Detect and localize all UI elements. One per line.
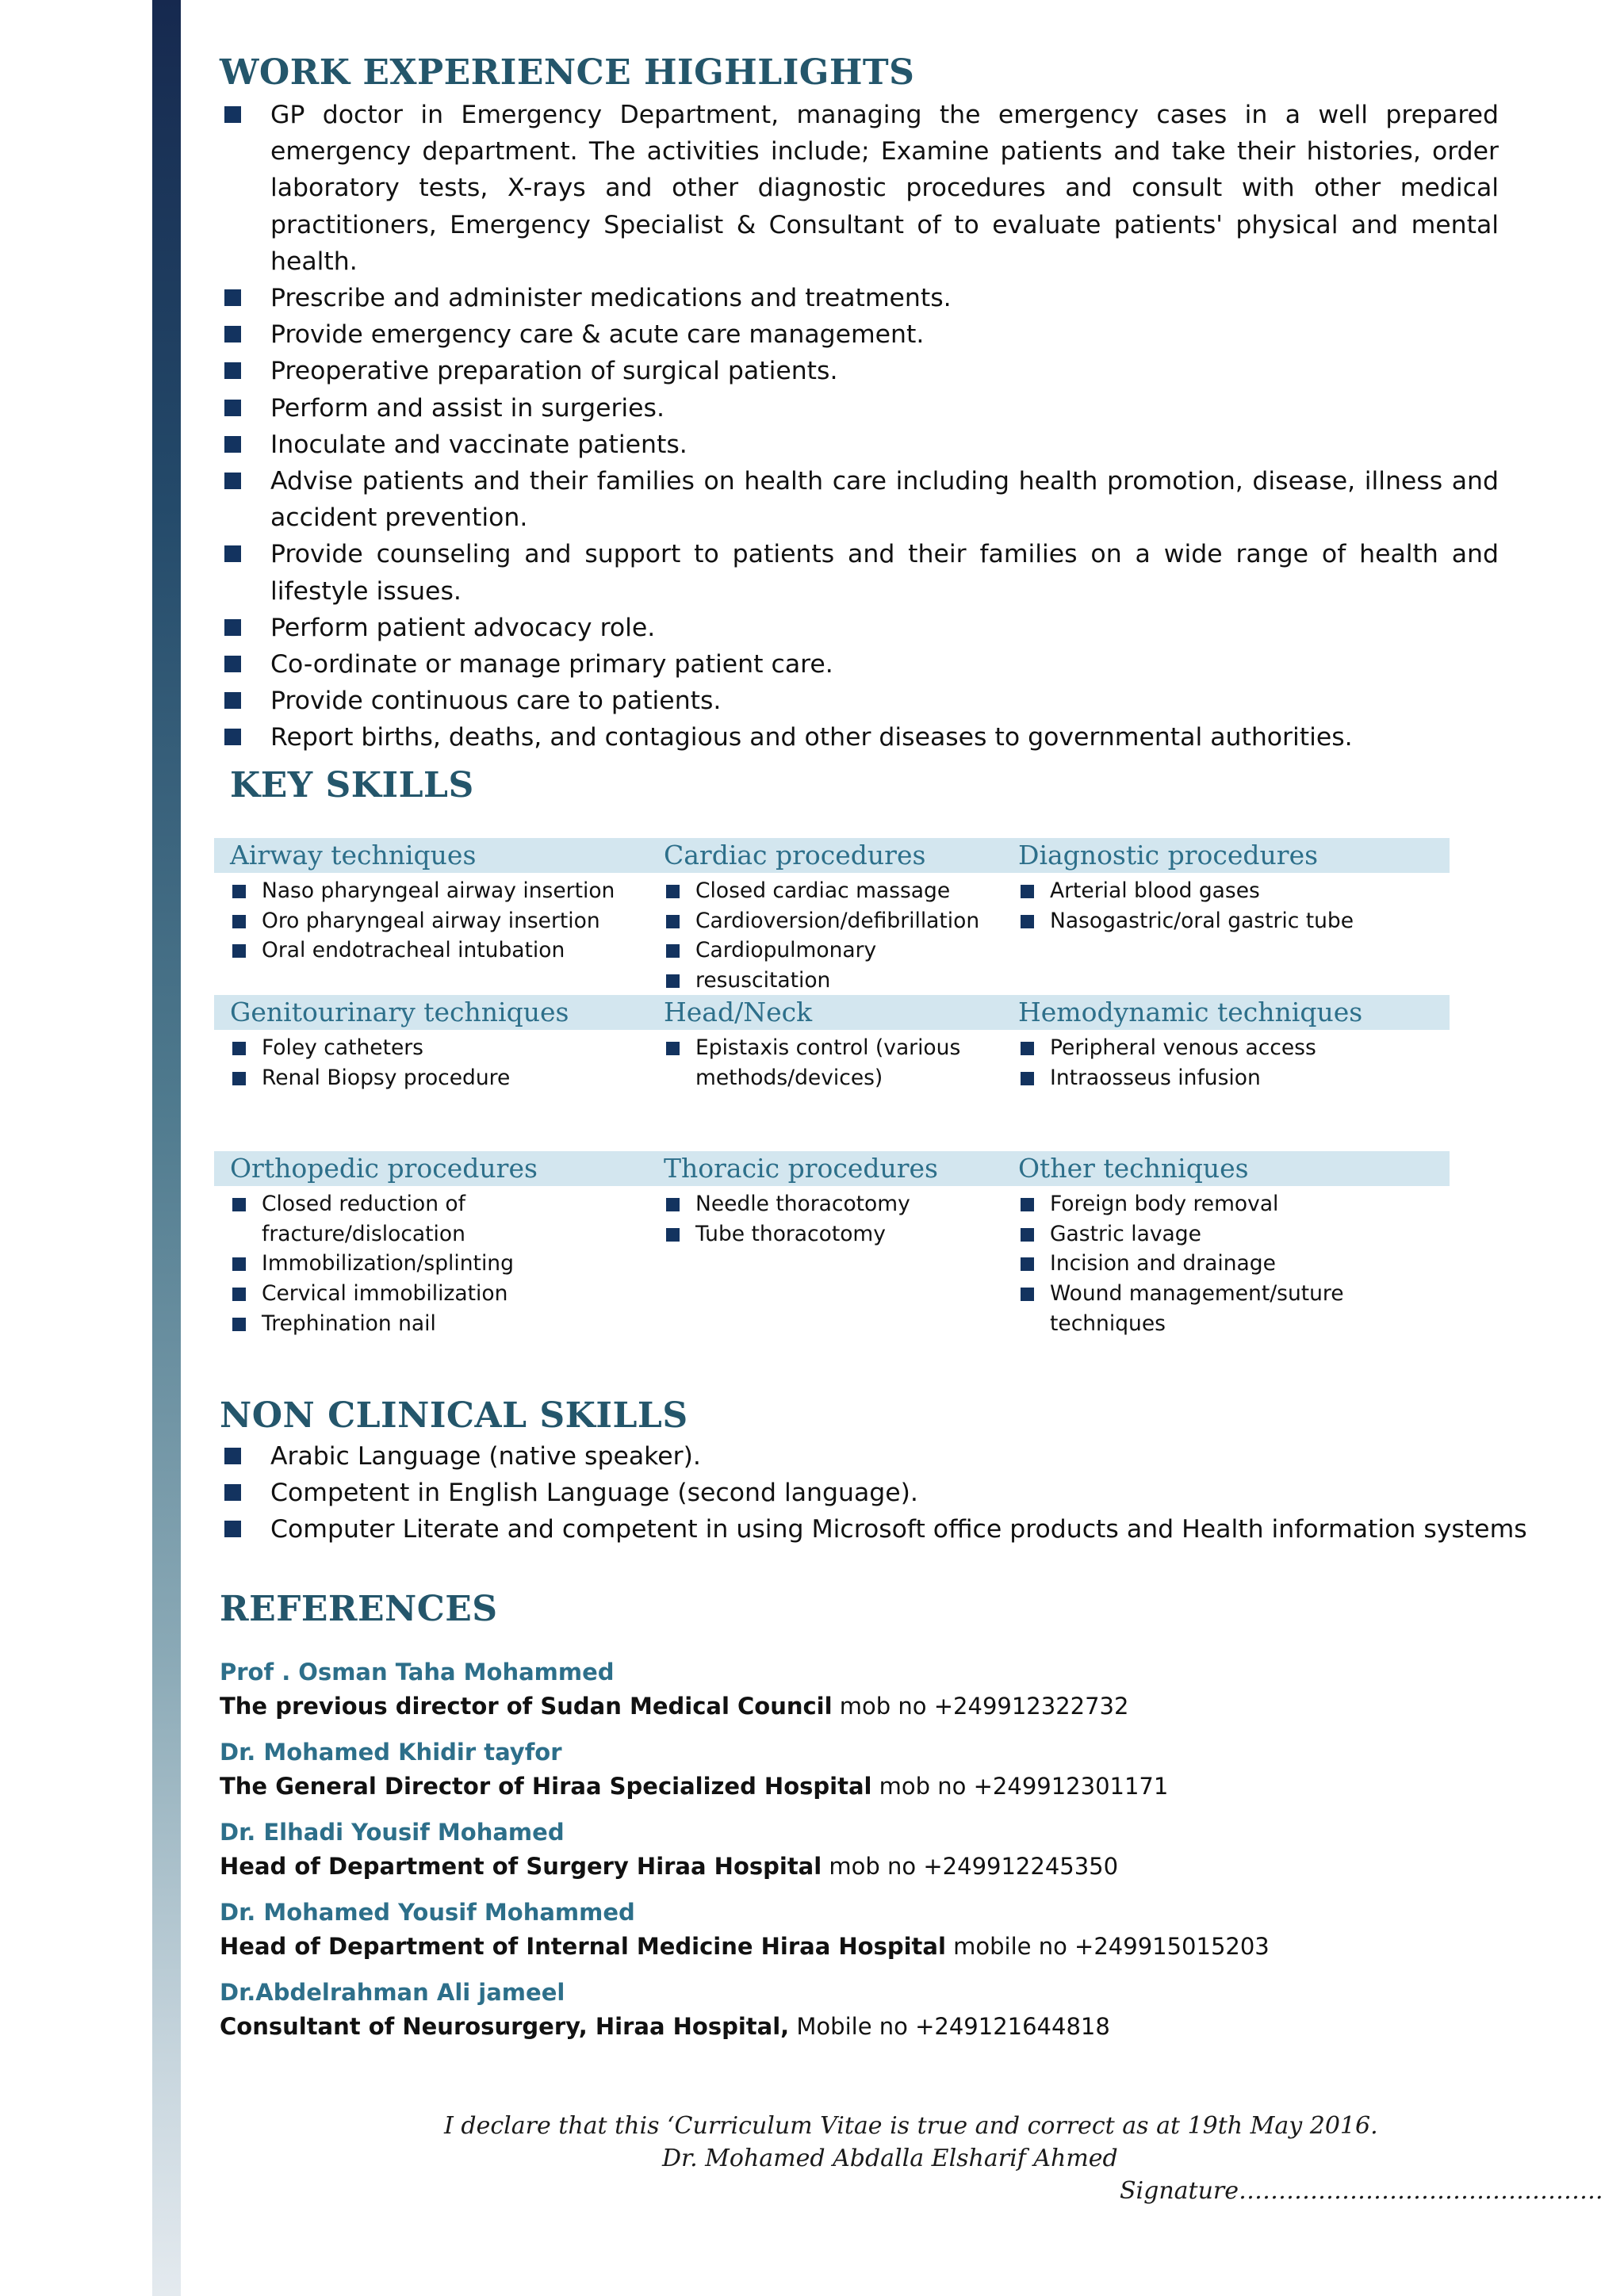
square-bullet-icon	[1021, 1198, 1034, 1211]
square-bullet-icon	[232, 1318, 246, 1331]
list-item: Renal Biopsy procedure	[214, 1063, 642, 1093]
category-hemodynamic: Hemodynamic techniques	[1018, 997, 1363, 1027]
reference-name: Dr.Abdelrahman Ali jameel	[220, 1979, 565, 2006]
square-bullet-icon	[232, 1257, 246, 1271]
reference-name: Prof . Osman Taha Mohammed	[220, 1659, 615, 1686]
reference-detail: The General Director of Hiraa Specialized Hospital mob no +249912301171	[220, 1773, 1169, 1800]
square-bullet-icon	[224, 1521, 241, 1537]
square-bullet-icon	[666, 885, 680, 898]
square-bullet-icon	[666, 974, 680, 988]
reference-detail: Head of Department of Internal Medicine Hiraa Hospital mobile no +249915015203	[220, 1933, 1270, 1960]
other-list	[1002, 1189, 1431, 1339]
list-item: Intraosseus infusion	[1002, 1063, 1431, 1093]
non-clinical-list	[222, 1438, 1570, 1548]
list-item: Arterial blood gases	[1002, 876, 1431, 906]
list-item: Cervical immobilization	[214, 1279, 642, 1309]
square-bullet-icon	[224, 400, 241, 416]
list-item: Provide continuous care to patients.	[222, 683, 1499, 719]
category-head-neck: Head/Neck	[664, 997, 813, 1027]
declarant-name: Dr. Mohamed Abdalla Elsharif Ahmed	[662, 2145, 1118, 2172]
square-bullet-icon	[224, 436, 241, 453]
non-clinical-title: NON CLINICAL SKILLS	[220, 1395, 688, 1436]
work-experience-list	[222, 97, 1499, 756]
square-bullet-icon	[1021, 885, 1034, 898]
list-item: Tube thoracotomy	[648, 1219, 997, 1249]
list-item: Foreign body removal	[1002, 1189, 1431, 1219]
list-item: Arabic Language (native speaker).	[222, 1438, 1570, 1475]
list-item: Epistaxis control (various	[648, 1033, 997, 1063]
square-bullet-icon	[232, 1072, 246, 1085]
square-bullet-icon	[232, 1198, 246, 1211]
list-item: Perform patient advocacy role.	[222, 610, 1499, 646]
list-item: Perform and assist in surgeries.	[222, 390, 1499, 427]
list-item: Peripheral venous access	[1002, 1033, 1431, 1063]
square-bullet-icon	[666, 915, 680, 928]
list-item: Trephination nail	[214, 1309, 642, 1339]
thoracic-list	[648, 1189, 997, 1249]
square-bullet-icon	[1021, 1228, 1034, 1242]
list-item: Co-ordinate or manage primary patient care.	[222, 646, 1499, 683]
square-bullet-icon	[666, 1228, 680, 1242]
square-bullet-icon	[666, 1198, 680, 1211]
reference-detail: The previous director of Sudan Medical Council mob no +249912322732	[220, 1693, 1129, 1720]
list-item: Preoperative preparation of surgical patients.	[222, 353, 1499, 389]
square-bullet-icon	[224, 326, 241, 342]
list-item: Advise patients and their families on health care including health promotion, disease, illness and accident prevention.	[222, 463, 1499, 536]
list-item: Computer Literate and competent in using Microsoft office products and Health information systems	[222, 1511, 1570, 1548]
list-item: Cardioversion/defibrillation	[648, 906, 997, 936]
list-item: Needle thoracotomy	[648, 1189, 997, 1219]
list-item: Wound management/suture	[1002, 1279, 1431, 1309]
square-bullet-icon	[224, 362, 241, 379]
list-item: Oro pharyngeal airway insertion	[214, 906, 642, 936]
list-item: Incision and drainage	[1002, 1249, 1431, 1279]
airway-list	[214, 876, 642, 966]
category-diagnostic: Diagnostic procedures	[1018, 840, 1319, 871]
list-item: Oral endotracheal intubation	[214, 936, 642, 966]
references-title: REFERENCES	[220, 1589, 498, 1629]
category-cardiac: Cardiac procedures	[664, 840, 926, 871]
square-bullet-icon	[1021, 1042, 1034, 1055]
square-bullet-icon	[224, 289, 241, 306]
signature-line: Signature……………………………………….	[1120, 2177, 1603, 2205]
list-item: Inoculate and vaccinate patients.	[222, 427, 1499, 463]
square-bullet-icon	[232, 1042, 246, 1055]
reference-name: Dr. Mohamed Khidir tayfor	[220, 1739, 562, 1766]
square-bullet-icon	[224, 473, 241, 489]
genitourinary-list	[214, 1033, 642, 1093]
square-bullet-icon	[224, 619, 241, 636]
list-item: Cardiopulmonary	[648, 936, 997, 966]
category-airway: Airway techniques	[230, 840, 477, 871]
square-bullet-icon	[1021, 1288, 1034, 1301]
list-item: Naso pharyngeal airway insertion	[214, 876, 642, 906]
square-bullet-icon	[666, 1042, 680, 1055]
list-item: Closed reduction of	[214, 1189, 642, 1219]
work-experience-title: WORK EXPERIENCE HIGHLIGHTS	[220, 52, 915, 93]
square-bullet-icon	[224, 106, 241, 123]
square-bullet-icon	[224, 1484, 241, 1501]
square-bullet-icon	[1021, 1257, 1034, 1271]
list-item: resuscitation	[648, 966, 997, 996]
square-bullet-icon	[224, 692, 241, 709]
category-genitourinary: Genitourinary techniques	[230, 997, 569, 1027]
list-item: Nasogastric/oral gastric tube	[1002, 906, 1431, 936]
hemodynamic-list	[1002, 1033, 1431, 1093]
square-bullet-icon	[666, 944, 680, 958]
list-item: Prescribe and administer medications and treatments.	[222, 280, 1499, 316]
list-item: Competent in English Language (second language).	[222, 1475, 1570, 1511]
reference-name: Dr. Elhadi Yousif Mohamed	[220, 1819, 565, 1846]
list-item: Closed cardiac massage	[648, 876, 997, 906]
list-item: Provide emergency care & acute care management.	[222, 316, 1499, 353]
list-item-continuation: fracture/dislocation	[262, 1221, 465, 1246]
square-bullet-icon	[1021, 915, 1034, 928]
diagnostic-list	[1002, 876, 1431, 936]
square-bullet-icon	[224, 656, 241, 672]
square-bullet-icon	[232, 1288, 246, 1301]
cardiac-list	[648, 876, 997, 996]
square-bullet-icon	[224, 729, 241, 745]
list-item: Foley catheters	[214, 1033, 642, 1063]
orthopedic-list	[214, 1189, 642, 1339]
square-bullet-icon	[232, 944, 246, 958]
key-skills-title: KEY SKILLS	[230, 765, 474, 806]
category-orthopedic: Orthopedic procedures	[230, 1153, 538, 1184]
list-item-continuation: methods/devices)	[695, 1065, 883, 1090]
reference-name: Dr. Mohamed Yousif Mohammed	[220, 1899, 635, 1926]
reference-detail: Consultant of Neurosurgery, Hiraa Hospital, Mobile no +249121644818	[220, 2013, 1110, 2040]
square-bullet-icon	[232, 915, 246, 928]
category-thoracic: Thoracic procedures	[664, 1153, 938, 1184]
square-bullet-icon	[224, 1448, 241, 1464]
square-bullet-icon	[224, 545, 241, 562]
reference-detail: Head of Department of Surgery Hiraa Hospital mob no +249912245350	[220, 1853, 1119, 1880]
list-item-continuation: techniques	[1050, 1311, 1166, 1336]
list-item: Gastric lavage	[1002, 1219, 1431, 1249]
head-neck-list	[648, 1033, 997, 1093]
list-item: Immobilization/splinting	[214, 1249, 642, 1279]
list-item: Report births, deaths, and contagious and other diseases to governmental authorities.	[222, 719, 1499, 756]
category-other: Other techniques	[1018, 1153, 1249, 1184]
list-item: GP doctor in Emergency Department, managing the emergency cases in a well prepared emergency department. The activities include; Examine patients and take their histories, order laboratory tests, X-rays and other diagnostic procedures and consult with other medical practitioners, Emergency Specialist & Consultant of to evaluate patients' physical and mental health.	[222, 97, 1499, 280]
list-item: Provide counseling and support to patients and their families on a wide range of health and lifestyle issues.	[222, 536, 1499, 609]
square-bullet-icon	[1021, 1072, 1034, 1085]
square-bullet-icon	[232, 885, 246, 898]
declaration-statement: I declare that this ‘Curriculum Vitae is true and correct as at 19th May 2016.	[444, 2112, 1378, 2140]
